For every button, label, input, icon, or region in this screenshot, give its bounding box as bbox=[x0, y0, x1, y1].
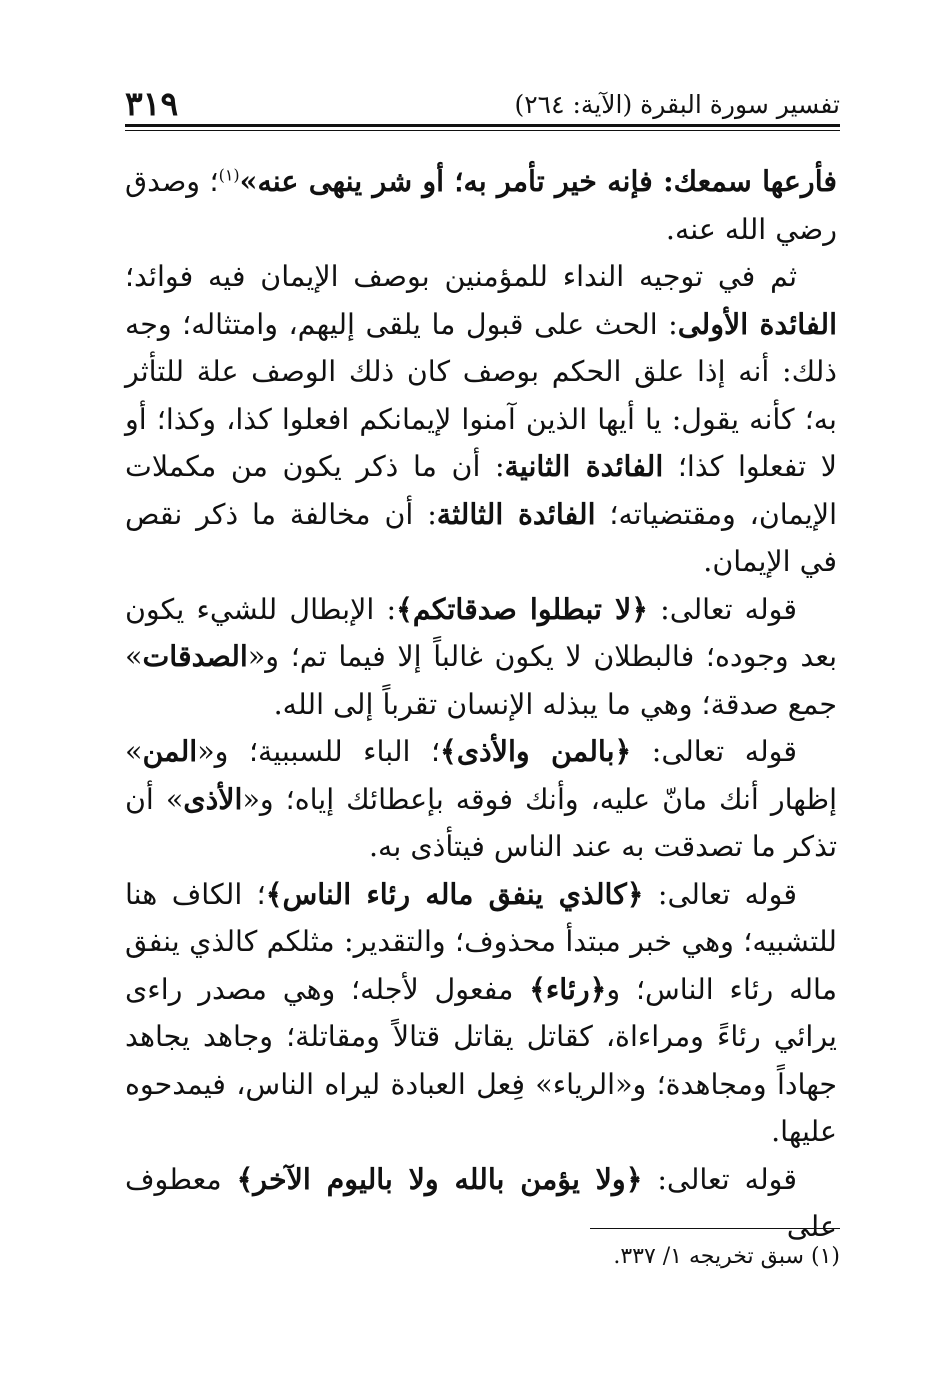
bold-phrase: ﴿لا تبطلوا صدقاتكم﴾ bbox=[396, 591, 648, 626]
bold-phrase: ﴿رئاء﴾ bbox=[529, 971, 607, 1006]
text-run: قوله تعالى: bbox=[643, 877, 797, 911]
text-run: : أن ما ذكر يكون من مكملات الإيمان، ومقتضياته؛ bbox=[125, 450, 838, 531]
bold-phrase: الأذى bbox=[183, 781, 243, 816]
text-run: قوله تعالى: bbox=[647, 592, 797, 626]
text-run: : الإبطال للشيء يكون بعد وجوده؛ فالبطلان لا يكون غالباً إلا فيما تم؛ و« bbox=[125, 592, 837, 673]
bold-phrase: ﴿ولا يؤمن بالله ولا باليوم الآخر﴾ bbox=[236, 1161, 643, 1196]
bold-phrase: المن bbox=[142, 734, 198, 768]
paragraph bbox=[125, 158, 837, 253]
text-run: » جمع صدقة؛ وهي ما يبذله الإنسان تقرباً إلى الله. bbox=[125, 640, 837, 721]
text-run: ثم في توجيه النداء للمؤمنين بوصف الإيمان فيه فوائد؛ bbox=[125, 260, 797, 293]
text-run: : أن مخالفة ما ذكر نقص في الإيمان. bbox=[125, 497, 837, 578]
text-run: : الحث على قبول ما يلقى إليهم، وامتثاله؛ وجه ذلك: أنه إذا علق الحكم بوصف كان ذلك الوصف علة للتأثر به؛ كأنه يقول: يا أيها الذين آمنوا لإيمانكم افعلوا كذا، وكذا؛ أو لا تفعلوا كذا؛ bbox=[125, 307, 837, 483]
page-number: ٣١٩ bbox=[125, 84, 179, 123]
bold-phrase: ﴿بالمن والأذى﴾ bbox=[440, 734, 632, 768]
footnote-separator bbox=[590, 1228, 840, 1229]
bold-phrase: الصدقات bbox=[142, 639, 248, 673]
text-run: » أن تذكر ما تصدقت به عند الناس فيتأذى به. bbox=[125, 782, 837, 863]
page-header bbox=[125, 86, 840, 126]
bold-phrase: الفائدة الأولى bbox=[677, 306, 837, 341]
bold-phrase: الفائدة الثالثة bbox=[436, 496, 596, 531]
text-run: معطوف على bbox=[125, 1162, 837, 1243]
text-run: ؛ الكاف هنا للتشبيه؛ وهي خبر مبتدأ محذوف؛ والتقدير: مثلكم كالذي ينفق ماله رئاء الناس؛ و bbox=[125, 877, 837, 1006]
text-run: قوله تعالى: bbox=[642, 1162, 797, 1196]
text-run: ؛ الباء للسببية؛ و« bbox=[197, 735, 441, 768]
paragraph bbox=[125, 871, 837, 1156]
text-run: مفعول لأجله؛ وهي مصدر راءى يرائي رئاءً ومراءاة، كقاتل يقاتل قتالاً ومقاتلة؛ وجاهد يجاهد جهاداً ومجاهدة؛ و«الرياء» فِعل العبادة ليراه الناس، فيمدحوه عليها. bbox=[125, 972, 837, 1148]
bold-phrase: الفائدة الثانية bbox=[504, 449, 664, 483]
paragraph bbox=[125, 1156, 837, 1251]
header-rule-thick bbox=[125, 124, 840, 127]
bold-phrase: ﴿كالذي ينفق ماله رئاء الناس﴾ bbox=[265, 876, 644, 911]
body-text bbox=[125, 158, 837, 1251]
text-run: » إظهار أنك مانّ عليه، وأنك فوقه بإعطائك إياه؛ و« bbox=[125, 735, 837, 816]
footnote: (١) سبق تخريجه ١/ ٣٣٧. bbox=[613, 1244, 840, 1269]
text-run: قوله تعالى: bbox=[631, 735, 798, 768]
bold-phrase: فأرعها سمعك: فإنه خير تأمر به؛ أو شر ينهى عنه» bbox=[239, 164, 838, 198]
text-run: ؛ وصدق رضي الله عنه. bbox=[125, 165, 837, 246]
paragraph bbox=[125, 253, 837, 586]
footnote-marker: (١) bbox=[218, 165, 240, 185]
paragraph bbox=[125, 728, 837, 871]
running-title: تفسير سورة البقرة (الآية: ٢٦٤) bbox=[514, 90, 840, 119]
header-rule-thin bbox=[125, 130, 840, 131]
paragraph bbox=[125, 586, 837, 729]
